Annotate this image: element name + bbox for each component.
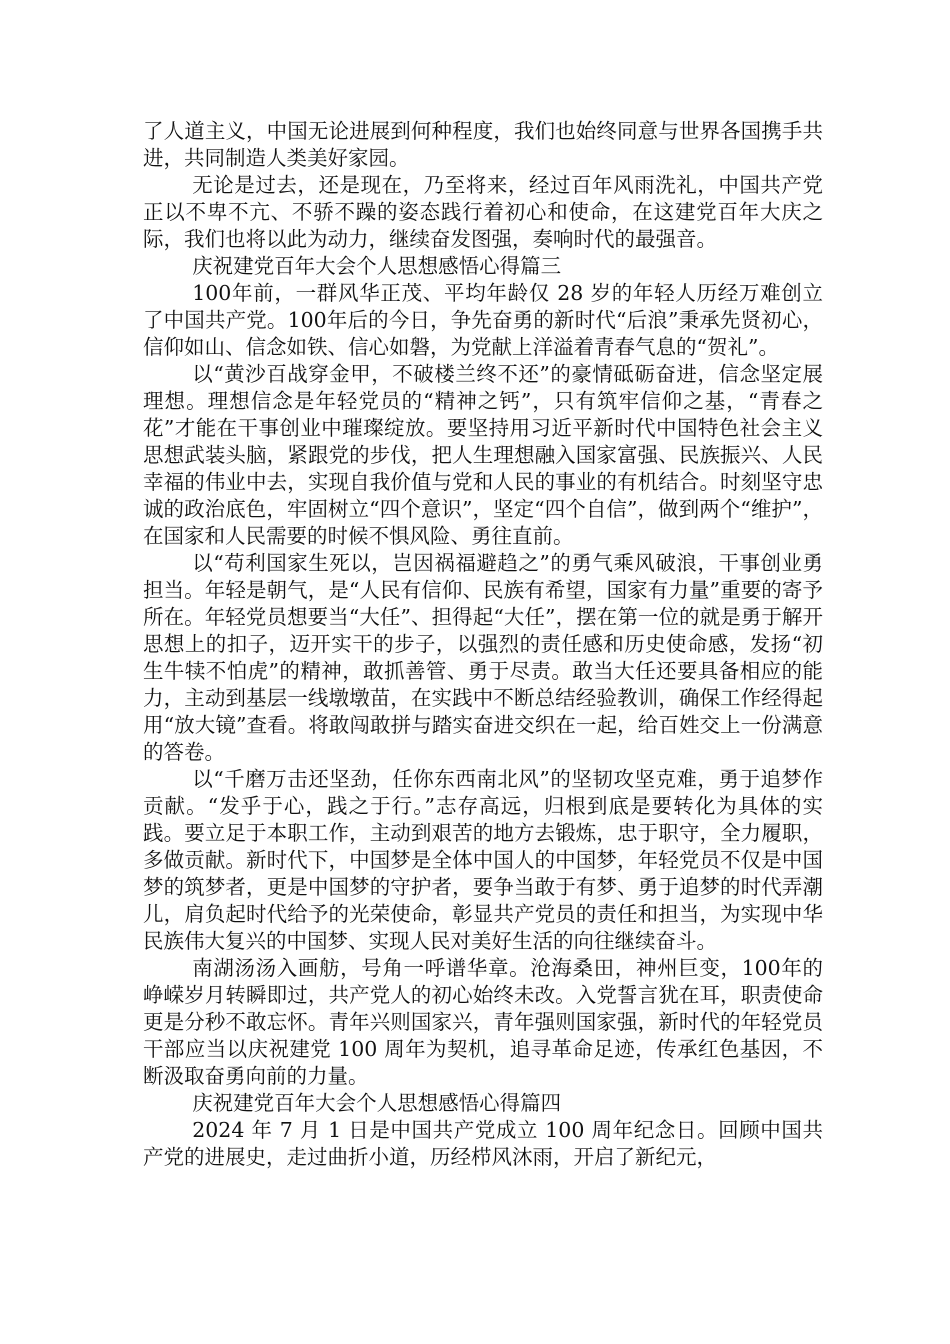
document-body (143, 118, 823, 1171)
paragraph-4: 以“黄沙百战穿金甲，不破楼兰终不还”的豪情砥砺奋进，信念坚定展理想。理想信念是年轻党员的“精神之钙”，只有筑牢信仰之基，“青春之花”才能在干事创业中璀璨绽放。要坚持用习近平新时代中国特色社会主义思想武装头脑，紧跟党的步伐，把人生理想融入国家富强、民族振兴、人民幸福的伟业中去，实现自我价值与党和人民的事业的有机结合。时刻坚守忠诚的政治底色，牢固树立“四个意识”，坚定“四个自信”，做到两个“维护”，在国家和人民需要的时候不惧风险、勇往直前。 (143, 362, 823, 548)
section-heading-3: 庆祝建党百年大会个人思想感悟心得篇三 (192, 254, 562, 278)
paragraph-5: 以“苟利国家生死以，岂因祸福避趋之”的勇气乘风破浪，干事创业勇担当。年轻是朝气，是“人民有信仰、民族有希望，国家有力量”重要的寄予所在。年轻党员想要当“大任”、担得起“大任”，摆在第一位的就是勇于解开思想上的扣子，迈开实干的步子，以强烈的责任感和历史使命感，发扬“初生牛犊不怕虎”的精神，敢抓善管、勇于尽责。敢当大任还要具备相应的能力，主动到基层一线墩墩苗，在实践中不断总结经验教训，确保工作经得起用“放大镜”查看。将敢闯敢拼与踏实奋进交织在一起，给百姓交上一份满意的答卷。 (143, 551, 823, 764)
section-heading-4: 庆祝建党百年大会个人思想感悟心得篇四 (192, 1091, 562, 1115)
paragraph-6: 以“千磨万击还坚劲，任你东西南北风”的坚韧攻坚克难，勇于追梦作贡献。“发乎于心，践之于行。”志存高远，归根到底是要转化为具体的实践。要立足于本职工作，主动到艰苦的地方去锻炼，忠于职守，全力履职，多做贡献。新时代下，中国梦是全体中国人的中国梦，年轻党员不仅是中国梦的筑梦者，更是中国梦的守护者，要争当敢于有梦、勇于追梦的时代弄潮儿，肩负起时代给予的光荣使命，彰显共产党员的责任和担当，为实现中华民族伟大复兴的中国梦、实现人民对美好生活的向往继续奋斗。 (143, 767, 823, 953)
paragraph-2: 无论是过去，还是现在，乃至将来，经过百年风雨洗礼，中国共产党正以不卑不亢、不骄不躁的姿态践行着初心和使命，在这建党百年大庆之际，我们也将以此为动力，继续奋发图强，奏响时代的最强音。 (143, 173, 823, 251)
paragraph-3: 100年前，一群风华正茂、平均年龄仅 28 岁的年轻人历经万难创立了中国共产党。100年后的今日，争先奋勇的新时代“后浪”秉承先贤初心，信仰如山、信念如铁、信心如磐，为党献上洋溢着青春气息的“贺礼”。 (143, 281, 823, 359)
paragraph-8: 2024 年 7 月 1 日是中国共产党成立 100 周年纪念日。回顾中国共产党的进展史，走过曲折小道，历经栉风沐雨，开启了新纪元， (143, 1118, 823, 1169)
paragraph-7: 南湖汤汤入画舫，号角一呼谱华章。沧海桑田，神州巨变，100年的峥嵘岁月转瞬即过，共产党人的初心始终未改。入党誓言犹在耳，职责使命更是分秒不敢忘怀。青年兴则国家兴，青年强则国家强，新时代的年轻党员干部应当以庆祝建党 100 周年为契机，追寻革命足迹，传承红色基因，不断汲取奋勇向前的力量。 (143, 956, 823, 1088)
paragraph-1: 了人道主义，中国无论进展到何种程度，我们也始终同意与世界各国携手共进，共同制造人类美好家园。 (143, 119, 823, 170)
